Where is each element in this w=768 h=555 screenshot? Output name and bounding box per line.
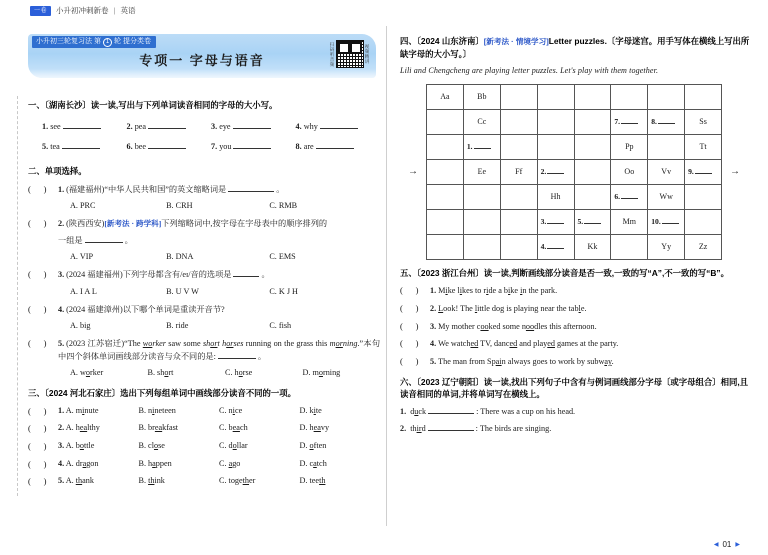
cell-r2c2: Cc: [463, 109, 500, 134]
cell-blank-5[interactable]: [574, 209, 611, 234]
word-number: 5.: [42, 142, 49, 152]
cell-blank-7[interactable]: [611, 109, 648, 134]
word-number: 2.: [126, 121, 133, 131]
word-number: 6.: [126, 142, 133, 152]
cell-r4c3: Ff: [500, 159, 537, 184]
question-source: (2024 福建漳州): [66, 304, 123, 314]
question-row: [28, 303, 380, 317]
blank-number: 2.: [540, 166, 547, 176]
option-b[interactable]: B. DNA: [166, 252, 194, 262]
table-row: [427, 134, 722, 159]
banner-tag: [32, 36, 156, 48]
group-option-d[interactable]: D. heavy: [299, 423, 330, 433]
group-row: [28, 405, 380, 418]
page-title: 专项一 字母与语音: [139, 53, 265, 68]
cell-r2c8: Ss: [685, 109, 722, 134]
answer-blank[interactable]: [218, 351, 256, 359]
right-column: [400, 28, 752, 440]
group-option-d[interactable]: D. teeth: [299, 476, 326, 486]
option-c[interactable]: C. fish: [269, 321, 292, 331]
group-option-a[interactable]: 4. A. dragon: [58, 458, 99, 468]
cell-r3c8: Tt: [685, 134, 722, 159]
question-row: [28, 183, 380, 197]
blank-number: 4.: [540, 241, 547, 251]
group-option-b[interactable]: B. close: [138, 441, 165, 451]
options-row: [70, 200, 380, 213]
answer-parenthesis[interactable]: ( ): [28, 423, 47, 434]
cell-r1c8: [685, 84, 722, 109]
question-row: [28, 337, 380, 363]
left-triangle-icon: ◀: [713, 542, 719, 548]
word-item-5: [42, 141, 127, 154]
group-number: 5.: [58, 476, 65, 486]
right-triangle-icon: ▶: [735, 542, 740, 548]
table-row: [427, 109, 722, 134]
question-source: (福建福州): [66, 184, 105, 194]
word-item-1: [42, 121, 127, 134]
cell-blank-8[interactable]: [648, 109, 685, 134]
question-number: 4.: [430, 339, 437, 349]
cell-r7c6: [611, 234, 648, 259]
section-five-heading: 五、〔2023 浙江台州〕读一读,判断画线部分读音是否一致,一致的写“A”,不一致的写“B”。: [400, 267, 729, 278]
brand-bar: [30, 5, 135, 16]
binding-dashed-line: [17, 96, 18, 496]
question-sentence: There was a cup on his head.: [480, 407, 576, 417]
cell-r7c5: Kk: [574, 234, 611, 259]
blank-number: 10.: [651, 216, 661, 226]
group-number: 1.: [58, 405, 65, 415]
brand-name: 小升初冲刺新卷: [56, 6, 109, 15]
question-row: [400, 302, 752, 316]
cell-r5c3: [500, 184, 537, 209]
question-number: 3.: [430, 321, 437, 331]
blank-number: 5.: [577, 216, 584, 226]
answer-blank[interactable]: [320, 121, 358, 129]
word-item-3: [211, 121, 296, 134]
group-cells: [58, 405, 380, 418]
blank-number: 3.: [540, 216, 547, 226]
cell-blank-2[interactable]: [537, 159, 574, 184]
write-line[interactable]: [658, 117, 675, 124]
brand-chip: 一卷: [30, 6, 51, 16]
options-row: [70, 251, 380, 264]
cell-blank-6[interactable]: [611, 184, 648, 209]
cell-r7c2: [463, 234, 500, 259]
answer-parenthesis[interactable]: ( ): [28, 405, 47, 416]
blank-number: 6.: [614, 191, 621, 201]
question-text: 5. The man from Spain always goes to work by subway.: [430, 357, 614, 367]
answer-blank[interactable]: [233, 141, 271, 149]
cell-r7c7: Yy: [648, 234, 685, 259]
cell-r1c7: [648, 84, 685, 109]
cell-blank-1[interactable]: [463, 134, 500, 159]
cell-r3c4: [537, 134, 574, 159]
option-d[interactable]: D. morning: [302, 368, 341, 378]
answer-parenthesis[interactable]: ( ): [28, 458, 47, 469]
blank-number: 9.: [688, 166, 694, 176]
question-tail: 。: [261, 270, 270, 280]
cell-blank-10[interactable]: [648, 209, 685, 234]
question-body: 下列缩略词中,按字母在字母表中的顺序排列的: [161, 219, 328, 229]
cell-r4c1: [427, 159, 464, 184]
question-number: 4.: [58, 304, 65, 314]
qr-code-icon[interactable]: [336, 40, 364, 68]
blank-number: 7.: [614, 116, 621, 126]
answer-blank[interactable]: [428, 423, 474, 431]
cell-blank-9[interactable]: [685, 159, 722, 184]
question-row: [28, 217, 380, 231]
left-column: [28, 92, 380, 493]
question-text: 1. duck : There was a cup on his head.: [400, 407, 576, 417]
word-number: 1.: [42, 121, 49, 131]
banner-tag-post: 轮 提分类卷: [114, 38, 151, 45]
cell-r3c5: [574, 134, 611, 159]
brand-subject: 英语: [120, 6, 136, 15]
group-row: [28, 458, 380, 471]
cell-r6c3: [500, 209, 537, 234]
answer-blank[interactable]: [228, 184, 274, 192]
option-c[interactable]: C. horse: [225, 368, 253, 378]
group-option-c[interactable]: C. together: [219, 476, 256, 486]
question-text: 2. Look! The little dog is playing near the table.: [430, 304, 587, 314]
question-text: [58, 184, 380, 197]
question-body: “The worker saw some short horses running on the grass this morning.”本句中四个斜体单词画线部分读音与众不同的是:: [58, 338, 381, 361]
word-text: eye: [219, 121, 231, 131]
option-a[interactable]: A. PRC: [70, 201, 96, 211]
table-row: [427, 234, 722, 259]
answer-parenthesis[interactable]: ( ): [28, 441, 47, 452]
option-c[interactable]: C. EMS: [269, 252, 296, 262]
answer-blank[interactable]: [428, 406, 474, 414]
write-line[interactable]: [584, 217, 601, 224]
question-text: [58, 304, 380, 317]
page-number: 01: [722, 540, 732, 549]
cell-r5c7: Ww: [648, 184, 685, 209]
section-banner: [28, 34, 376, 78]
group-row: [28, 440, 380, 453]
question-text: 4. We watched TV, danced and played games at the party.: [430, 339, 619, 349]
question-source: (2024 福建福州): [66, 270, 123, 280]
answer-blank[interactable]: [85, 235, 123, 243]
question-number: 1.: [430, 286, 437, 296]
table-row: [427, 184, 722, 209]
write-line[interactable]: [621, 117, 638, 124]
cell-r7c1: [427, 234, 464, 259]
word-text: are: [303, 142, 314, 152]
word-text: why: [303, 121, 318, 131]
word-item-4: [296, 121, 381, 134]
option-c[interactable]: C. K J H: [269, 286, 298, 296]
question-body: 以下哪个单词是重读开音节?: [122, 304, 225, 314]
section-four-tag: [新考法 · 情境学习]: [483, 37, 549, 46]
group-option-d[interactable]: D. kite: [299, 405, 322, 415]
group-option-b[interactable]: B. nineteen: [138, 405, 176, 415]
qr-code-block[interactable]: [330, 40, 370, 68]
question-text: 2. third : The birds are singing.: [400, 423, 552, 433]
cell-r2c5: [574, 109, 611, 134]
question-tag: [新考法 · 跨学科]: [104, 219, 162, 229]
arrow-in-icon: →: [408, 166, 418, 177]
blank-number: 8.: [651, 116, 657, 126]
question-body-line2: 一组是: [58, 235, 83, 245]
option-a[interactable]: A. worker: [70, 368, 104, 378]
group-cells: [58, 422, 380, 435]
letter-puzzle-table: [426, 84, 722, 260]
answer-blank[interactable]: [233, 121, 271, 129]
question-number: 1.: [400, 407, 407, 417]
section-four-body: Letter puzzles.〔字母迷宫。用手写体在横线上写出所缺字母的大小写。〕: [400, 36, 750, 59]
question-text: [58, 338, 380, 363]
brand-separator: |: [113, 6, 116, 15]
answer-parenthesis[interactable]: ( ): [400, 285, 419, 296]
cell-r4c7: Vv: [648, 159, 685, 184]
section-four-source: 四、〔2024 山东济南〕: [400, 36, 484, 46]
section-two-heading: 二、单项选择。: [28, 166, 87, 177]
qr-label-right: 视频精讲: [365, 44, 370, 64]
cell-r4c6: Oo: [611, 159, 648, 184]
cell-r1c6: [611, 84, 648, 109]
cell-r7c3: [500, 234, 537, 259]
word-text: bee: [134, 142, 147, 152]
group-option-a[interactable]: 3. A. bottle: [58, 441, 95, 451]
cell-r3c7: [648, 134, 685, 159]
group-number: 4.: [58, 458, 65, 468]
options-row: [70, 367, 380, 380]
arrow-out-icon: →: [730, 166, 740, 177]
group-cells: [58, 475, 380, 488]
question-tail: 。: [124, 235, 133, 245]
table-row: [427, 84, 722, 109]
answer-parenthesis[interactable]: ( ): [28, 218, 47, 229]
group-option-a[interactable]: 1. A. minute: [58, 405, 99, 415]
question-source: (2023 江苏宿迁): [66, 338, 125, 348]
word-number: 4.: [295, 121, 302, 131]
cell-r2c4: [537, 109, 574, 134]
write-line[interactable]: [547, 167, 564, 174]
question-body-2: [58, 235, 380, 248]
word-text: see: [50, 121, 61, 131]
cell-r2c3: [500, 109, 537, 134]
cell-r3c3: [500, 134, 537, 159]
group-row: [28, 422, 380, 435]
question-number: 2.: [400, 423, 407, 433]
answer-parenthesis[interactable]: ( ): [400, 356, 419, 367]
group-option-a[interactable]: 2. A. healthy: [58, 423, 100, 433]
cell-r4c2: Ee: [463, 159, 500, 184]
group-option-c[interactable]: C. ago: [219, 458, 241, 468]
cell-r1c5: [574, 84, 611, 109]
word-item-8: [296, 141, 381, 154]
question-text: [58, 218, 380, 231]
separator: :: [475, 423, 478, 433]
options-row: [70, 320, 380, 333]
answer-parenthesis[interactable]: ( ): [400, 320, 419, 331]
separator: :: [476, 407, 479, 417]
answer-blank[interactable]: [316, 141, 354, 149]
question-row: [400, 284, 752, 298]
group-cells: [58, 440, 380, 453]
question-number: 5.: [58, 338, 65, 348]
blank-number: 1.: [466, 141, 473, 151]
word-item-6: [127, 141, 212, 154]
answer-parenthesis[interactable]: ( ): [28, 476, 47, 487]
letter-puzzle: [400, 84, 752, 260]
banner-tag-mid: 第: [94, 38, 101, 45]
option-b[interactable]: B. short: [147, 368, 174, 378]
group-option-c[interactable]: C. beach: [219, 423, 248, 433]
answer-blank[interactable]: [148, 121, 186, 129]
option-b[interactable]: B. CRH: [166, 201, 193, 211]
section-four-heading: [400, 35, 752, 60]
word-number: 3.: [211, 121, 218, 131]
cell-r3c1: [427, 134, 464, 159]
section-one-words: [42, 117, 380, 158]
qr-label-left: 扫码听音频: [330, 41, 335, 67]
answer-parenthesis[interactable]: ( ): [400, 338, 419, 349]
cell-r5c4: Hh: [537, 184, 574, 209]
question-number: 3.: [58, 270, 65, 280]
group-number: 2.: [58, 423, 65, 433]
word-text: you: [219, 142, 232, 152]
question-number: 2.: [58, 219, 65, 229]
question-row: [400, 320, 752, 334]
group-cells: [58, 458, 380, 471]
question-body: 下列字母都含有/eɪ/音的选项是: [122, 270, 232, 280]
section-one-heading: 一、〔湖南长沙〕读一读,写出与下列单词读音相同的字母的大小写。: [28, 100, 278, 110]
group-option-b[interactable]: B. think: [138, 476, 165, 486]
word-number: 7.: [211, 142, 218, 152]
write-line[interactable]: [547, 217, 564, 224]
table-row: [427, 209, 722, 234]
cell-r4c5: [574, 159, 611, 184]
write-line[interactable]: [695, 167, 712, 174]
answer-blank[interactable]: [148, 141, 186, 149]
question-number: 2.: [430, 304, 437, 314]
group-row: [28, 475, 380, 488]
option-a[interactable]: A. big: [70, 321, 91, 331]
answer-blank[interactable]: [63, 121, 101, 129]
question-row: [400, 355, 752, 369]
cell-blank-3[interactable]: [537, 209, 574, 234]
answer-blank[interactable]: [233, 269, 259, 277]
question-sentence: The birds are singing.: [479, 423, 552, 433]
cell-r6c8: [685, 209, 722, 234]
write-line[interactable]: [474, 142, 491, 149]
answer-parenthesis[interactable]: ( ): [28, 303, 47, 314]
question-source: (陕西西安): [66, 219, 105, 229]
options-row: [70, 286, 380, 299]
option-c[interactable]: C. RMB: [269, 201, 298, 211]
question-tail: 。: [276, 184, 285, 194]
cell-r5c8: [685, 184, 722, 209]
question-text: 1. Mike likes to ride a bike in the park.: [430, 286, 558, 296]
question-row: [400, 406, 752, 419]
question-text: 3. My mother cooked some noodles this afternoon.: [430, 321, 597, 331]
group-option-a[interactable]: 5. A. thank: [58, 476, 94, 486]
word-item-7: [211, 141, 296, 154]
word-item-2: [127, 121, 212, 134]
option-a[interactable]: A. I A L: [70, 286, 97, 296]
cell-r2c1: [427, 109, 464, 134]
word-number: 8.: [295, 142, 302, 152]
word-text: pea: [134, 121, 147, 131]
question-row: [400, 337, 752, 351]
cell-r1c1: Aa: [427, 84, 464, 109]
word-text: tea: [50, 142, 60, 152]
banner-tag-pre: 小升初三轮复习法: [36, 38, 92, 45]
section-four-intro: Lili and Chengcheng are playing letter puzzles. Let's play with them together.: [400, 66, 659, 76]
question-body: “中华人民共和国”的英文缩略词是: [104, 184, 227, 194]
section-six-heading: 六、〔2023 辽宁朝阳〕读一读,找出下列句子中含有与例词画线部分字母〔或字母组合〕相同,且读音相同的单词,并将单词写在横线上。: [400, 376, 749, 400]
group-option-b[interactable]: B. breakfast: [138, 423, 179, 433]
group-option-d[interactable]: D. often: [299, 441, 327, 451]
write-line[interactable]: [621, 192, 638, 199]
write-line[interactable]: [547, 242, 564, 249]
cell-r1c4: [537, 84, 574, 109]
question-number: 5.: [430, 357, 437, 367]
option-b[interactable]: B. ride: [166, 321, 189, 331]
cell-r1c3: [500, 84, 537, 109]
column-divider: [386, 26, 387, 526]
group-option-c[interactable]: C. nice: [219, 405, 243, 415]
group-number: 3.: [58, 441, 65, 451]
answer-parenthesis[interactable]: ( ): [28, 337, 47, 348]
cell-r5c5: [574, 184, 611, 209]
question-row: [400, 423, 752, 436]
question-number: 1.: [58, 184, 65, 194]
question-row: [28, 268, 380, 282]
answer-parenthesis[interactable]: ( ): [28, 183, 47, 194]
cell-r3c6: Pp: [611, 134, 648, 159]
group-option-c[interactable]: C. dollar: [219, 441, 248, 451]
option-a[interactable]: A. VIP: [70, 252, 94, 262]
answer-parenthesis[interactable]: ( ): [28, 269, 47, 280]
cell-r6c1: [427, 209, 464, 234]
answer-blank[interactable]: [62, 141, 100, 149]
write-line[interactable]: [662, 217, 679, 224]
answer-parenthesis[interactable]: ( ): [400, 303, 419, 314]
cell-r6c6: Mm: [611, 209, 648, 234]
cell-r1c2: Bb: [463, 84, 500, 109]
table-row: [427, 159, 722, 184]
group-option-d[interactable]: D. catch: [299, 458, 327, 468]
cell-r5c2: [463, 184, 500, 209]
cell-r6c2: [463, 209, 500, 234]
question-text: [58, 269, 380, 282]
section-three-heading: 三、〔2024 河北石家庄〕选出下列每组单词中画线部分读音不同的一项。: [28, 388, 297, 399]
cell-r5c1: [427, 184, 464, 209]
page-footer: [714, 540, 740, 549]
group-option-b[interactable]: B. happen: [138, 458, 172, 468]
question-continuation: [28, 235, 380, 248]
option-b[interactable]: B. U V W: [166, 286, 199, 296]
cell-r7c8: Zz: [685, 234, 722, 259]
banner-round-number: 1: [103, 38, 112, 47]
cell-blank-4[interactable]: [537, 234, 574, 259]
question-tail: 。: [257, 351, 267, 361]
